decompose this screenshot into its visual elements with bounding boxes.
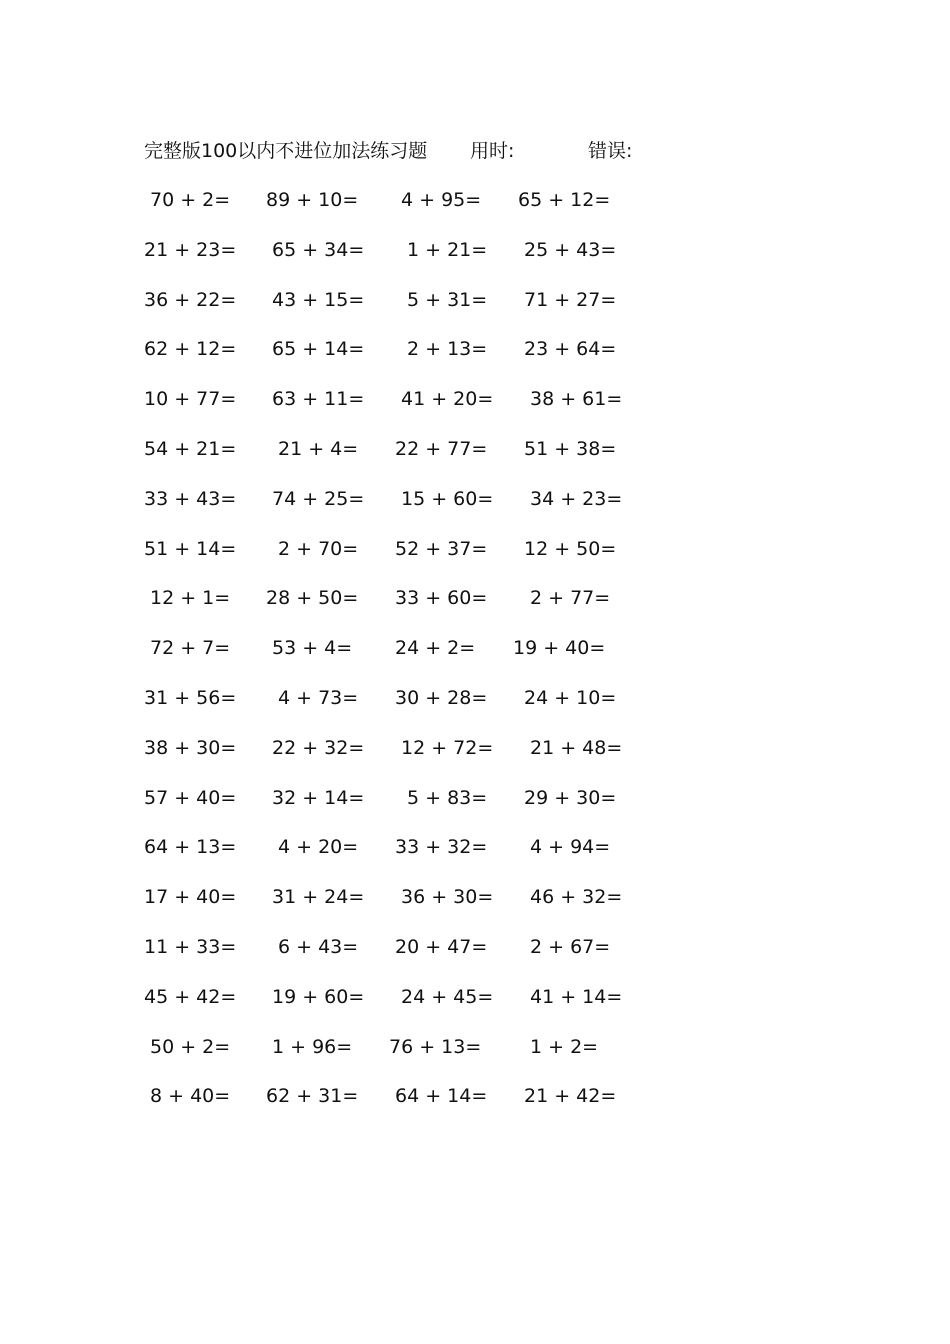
addition-problem: 2 + 77= [530, 587, 611, 610]
addition-problem: 4 + 95= [401, 189, 482, 211]
addition-problem: 11 + 33= [144, 935, 237, 958]
addition-problem: 65 + 12= [518, 189, 611, 211]
addition-problem: 46 + 32= [530, 886, 623, 909]
addition-problem: 30 + 28= [395, 686, 488, 709]
addition-problem: 64 + 14= [395, 1085, 488, 1108]
problem-row [0, 883, 950, 933]
addition-problem: 1 + 96= [272, 1035, 353, 1058]
problem-row [0, 784, 950, 834]
problem-row [0, 236, 950, 286]
addition-problem: 51 + 14= [144, 537, 237, 560]
worksheet-header [144, 137, 704, 165]
addition-problem: 20 + 47= [395, 935, 488, 958]
addition-problem: 17 + 40= [144, 886, 237, 909]
problem-row [0, 734, 950, 784]
problem-row [0, 1033, 950, 1083]
problem-row [0, 335, 950, 385]
problem-row [0, 385, 950, 435]
addition-problem: 22 + 77= [395, 437, 488, 460]
addition-problem: 2 + 13= [407, 338, 488, 361]
addition-problem: 4 + 73= [278, 686, 359, 709]
problem-row [0, 684, 950, 734]
addition-problem: 57 + 40= [144, 786, 237, 809]
problem-row [0, 634, 950, 684]
addition-problem: 23 + 64= [524, 338, 617, 361]
addition-problem: 38 + 30= [144, 736, 237, 759]
addition-problem: 1 + 21= [407, 238, 488, 261]
problem-row [0, 584, 950, 634]
addition-problem: 21 + 4= [278, 437, 359, 460]
addition-problem: 51 + 38= [524, 437, 617, 460]
addition-problem: 5 + 83= [407, 786, 488, 809]
addition-problem: 6 + 43= [278, 935, 359, 958]
addition-problem: 54 + 21= [144, 437, 237, 460]
addition-problem: 24 + 45= [401, 985, 494, 1008]
addition-problem: 76 + 13= [389, 1035, 482, 1058]
problem-row [0, 485, 950, 535]
addition-problem: 36 + 30= [401, 886, 494, 909]
addition-problem: 33 + 43= [144, 487, 237, 510]
addition-problem: 33 + 60= [395, 587, 488, 610]
addition-problem: 89 + 10= [266, 189, 359, 211]
addition-problem: 32 + 14= [272, 786, 365, 809]
addition-problem: 4 + 94= [530, 836, 611, 859]
addition-problem: 5 + 31= [407, 288, 488, 311]
worksheet-title: 完整版100以内不进位加法练习题 [144, 140, 428, 162]
addition-problem: 53 + 4= [272, 637, 353, 660]
addition-problem: 62 + 12= [144, 338, 237, 361]
addition-problem: 70 + 2= [150, 189, 231, 211]
time-label: 用时: [470, 140, 515, 162]
addition-problem: 28 + 50= [266, 587, 359, 610]
addition-problem: 72 + 7= [150, 637, 231, 660]
addition-problem: 63 + 11= [272, 388, 365, 411]
addition-problem: 24 + 2= [395, 637, 476, 660]
addition-problem: 21 + 23= [144, 238, 237, 261]
addition-problem: 2 + 67= [530, 935, 611, 958]
addition-problem: 12 + 72= [401, 736, 494, 759]
addition-problem: 33 + 32= [395, 836, 488, 859]
problem-row [0, 983, 950, 1033]
addition-problem: 15 + 60= [401, 487, 494, 510]
addition-problem: 50 + 2= [150, 1035, 231, 1058]
addition-problem: 31 + 24= [272, 886, 365, 909]
addition-problem: 74 + 25= [272, 487, 365, 510]
addition-problem: 62 + 31= [266, 1085, 359, 1108]
addition-problem: 12 + 50= [524, 537, 617, 560]
addition-problem: 19 + 60= [272, 985, 365, 1008]
problem-grid [0, 186, 950, 1132]
addition-problem: 29 + 30= [524, 786, 617, 809]
problem-row [0, 435, 950, 485]
addition-problem: 19 + 40= [513, 637, 606, 660]
addition-problem: 31 + 56= [144, 686, 237, 709]
addition-problem: 21 + 48= [530, 736, 623, 759]
addition-problem: 65 + 34= [272, 238, 365, 261]
addition-problem: 25 + 43= [524, 238, 617, 261]
addition-problem: 36 + 22= [144, 288, 237, 311]
problem-row [0, 535, 950, 585]
addition-problem: 41 + 14= [530, 985, 623, 1008]
problem-row [0, 1082, 950, 1132]
addition-problem: 4 + 20= [278, 836, 359, 859]
addition-problem: 1 + 2= [530, 1035, 599, 1058]
addition-problem: 43 + 15= [272, 288, 365, 311]
addition-problem: 10 + 77= [144, 388, 237, 411]
addition-problem: 8 + 40= [150, 1085, 231, 1108]
problem-row [0, 286, 950, 336]
addition-problem: 65 + 14= [272, 338, 365, 361]
addition-problem: 34 + 23= [530, 487, 623, 510]
addition-problem: 2 + 70= [278, 537, 359, 560]
addition-problem: 38 + 61= [530, 388, 623, 411]
addition-problem: 24 + 10= [524, 686, 617, 709]
addition-problem: 71 + 27= [524, 288, 617, 311]
problem-row [0, 186, 950, 236]
addition-problem: 12 + 1= [150, 587, 231, 610]
problem-row [0, 933, 950, 983]
addition-problem: 22 + 32= [272, 736, 365, 759]
addition-problem: 64 + 13= [144, 836, 237, 859]
errors-label: 错误: [588, 140, 633, 162]
addition-problem: 41 + 20= [401, 388, 494, 411]
problem-row [0, 833, 950, 883]
addition-problem: 45 + 42= [144, 985, 237, 1008]
addition-problem: 52 + 37= [395, 537, 488, 560]
addition-problem: 21 + 42= [524, 1085, 617, 1108]
